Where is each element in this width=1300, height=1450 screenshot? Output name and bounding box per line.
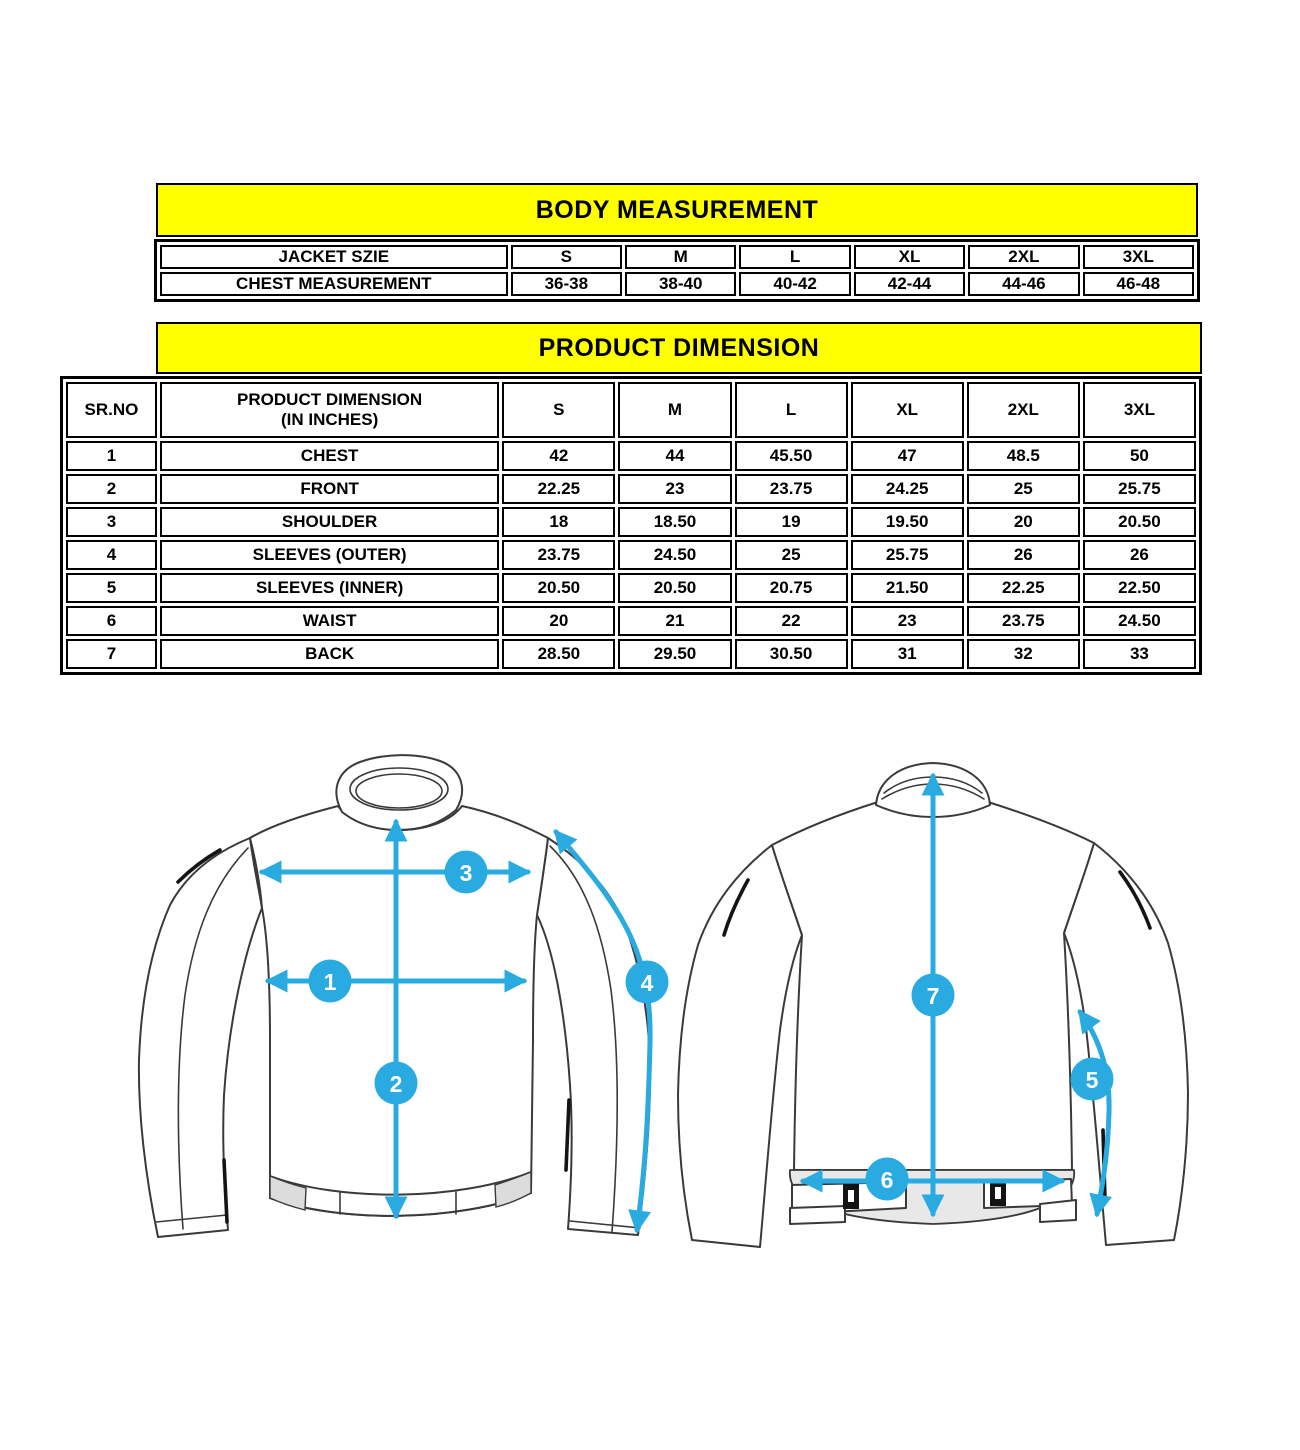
product-dimension-table bbox=[60, 376, 1202, 675]
size-value-cell: 23.75 bbox=[967, 606, 1080, 636]
size-value-cell: 44 bbox=[618, 441, 731, 471]
size-value-cell: 22.25 bbox=[967, 573, 1080, 603]
jacket-measurement-diagram bbox=[60, 730, 1250, 1390]
size-value-cell: 22 bbox=[735, 606, 848, 636]
size-value-cell: 19.50 bbox=[851, 507, 964, 537]
serial-number-cell: 2 bbox=[66, 474, 157, 504]
size-value-cell: 22.50 bbox=[1083, 573, 1196, 603]
row-label: FRONT bbox=[160, 474, 499, 504]
back-left-sleeve bbox=[678, 845, 802, 1247]
front-right-sleeve bbox=[537, 838, 650, 1235]
size-value-cell: 44-46 bbox=[968, 272, 1079, 296]
size-value-cell: 24.50 bbox=[1083, 606, 1196, 636]
column-header: M bbox=[618, 382, 731, 438]
size-value-cell: XL bbox=[854, 245, 965, 269]
size-value-cell: 24.50 bbox=[618, 540, 731, 570]
table-row bbox=[160, 245, 1194, 269]
measurement-badge-number: 4 bbox=[640, 970, 654, 996]
size-value-cell: 28.50 bbox=[502, 639, 615, 669]
row-label: CHEST bbox=[160, 441, 499, 471]
size-value-cell: 46-48 bbox=[1083, 272, 1194, 296]
size-value-cell: 25 bbox=[967, 474, 1080, 504]
row-label: SLEEVES (OUTER) bbox=[160, 540, 499, 570]
front-left-sleeve bbox=[139, 838, 262, 1237]
size-value-cell: 3XL bbox=[1083, 245, 1194, 269]
size-value-cell: 26 bbox=[967, 540, 1080, 570]
size-value-cell: 31 bbox=[851, 639, 964, 669]
size-value-cell: 36-38 bbox=[511, 272, 622, 296]
header-row bbox=[66, 382, 1196, 438]
size-value-cell: 23 bbox=[618, 474, 731, 504]
column-header: S bbox=[502, 382, 615, 438]
size-value-cell: 18.50 bbox=[618, 507, 731, 537]
back-right-sleeve bbox=[1064, 843, 1188, 1245]
back-left-strap-under bbox=[790, 1206, 845, 1224]
size-value-cell: S bbox=[511, 245, 622, 269]
size-value-cell: 21 bbox=[618, 606, 731, 636]
size-value-cell: 38-40 bbox=[625, 272, 736, 296]
size-value-cell: 25 bbox=[735, 540, 848, 570]
size-value-cell: 22.25 bbox=[502, 474, 615, 504]
column-header: L bbox=[735, 382, 848, 438]
size-value-cell: 42 bbox=[502, 441, 615, 471]
serial-number-cell: 7 bbox=[66, 639, 157, 669]
row-label: JACKET SZIE bbox=[160, 245, 508, 269]
size-value-cell: 19 bbox=[735, 507, 848, 537]
size-value-cell: 20.50 bbox=[502, 573, 615, 603]
size-value-cell: 20.50 bbox=[618, 573, 731, 603]
front-body bbox=[250, 806, 548, 1216]
measurement-badge-number: 3 bbox=[459, 860, 473, 886]
size-value-cell: 20.75 bbox=[735, 573, 848, 603]
size-value-cell: 29.50 bbox=[618, 639, 731, 669]
column-header: SR.NO bbox=[66, 382, 157, 438]
table-row bbox=[66, 639, 1196, 669]
table-row bbox=[66, 441, 1196, 471]
measurement-badge-number: 5 bbox=[1085, 1067, 1099, 1093]
measurement-badge-number: 6 bbox=[880, 1167, 894, 1193]
size-value-cell: 23 bbox=[851, 606, 964, 636]
serial-number-cell: 3 bbox=[66, 507, 157, 537]
size-value-cell: M bbox=[625, 245, 736, 269]
body-measurement-table bbox=[154, 239, 1200, 302]
size-value-cell: 32 bbox=[967, 639, 1080, 669]
size-value-cell: 45.50 bbox=[735, 441, 848, 471]
size-value-cell: 48.5 bbox=[967, 441, 1080, 471]
product-dimension-table-rows bbox=[66, 441, 1196, 669]
size-value-cell: 24.25 bbox=[851, 474, 964, 504]
column-header: 3XL bbox=[1083, 382, 1196, 438]
row-label: SLEEVES (INNER) bbox=[160, 573, 499, 603]
table-row bbox=[66, 540, 1196, 570]
size-value-cell: 18 bbox=[502, 507, 615, 537]
size-value-cell: 20.50 bbox=[1083, 507, 1196, 537]
table-row bbox=[160, 272, 1194, 296]
table-row bbox=[66, 573, 1196, 603]
size-value-cell: 30.50 bbox=[735, 639, 848, 669]
size-value-cell: 20 bbox=[967, 507, 1080, 537]
size-value-cell: 23.75 bbox=[502, 540, 615, 570]
size-value-cell: 25.75 bbox=[1083, 474, 1196, 504]
size-value-cell: 21.50 bbox=[851, 573, 964, 603]
row-label: WAIST bbox=[160, 606, 499, 636]
size-value-cell: 2XL bbox=[968, 245, 1079, 269]
serial-number-cell: 1 bbox=[66, 441, 157, 471]
measurement-badge-number: 7 bbox=[926, 983, 940, 1009]
size-value-cell: L bbox=[739, 245, 850, 269]
body-measurement-title: BODY MEASUREMENT bbox=[156, 183, 1198, 237]
measurement-badge-number: 2 bbox=[389, 1071, 403, 1097]
back-right-strap-under bbox=[1040, 1200, 1076, 1222]
size-value-cell: 26 bbox=[1083, 540, 1196, 570]
front-right-sleeve-accent bbox=[566, 1100, 569, 1170]
product-dimension-title: PRODUCT DIMENSION bbox=[156, 322, 1202, 374]
size-value-cell: 23.75 bbox=[735, 474, 848, 504]
size-value-cell: 40-42 bbox=[739, 272, 850, 296]
size-value-cell: 50 bbox=[1083, 441, 1196, 471]
row-label: BACK bbox=[160, 639, 499, 669]
serial-number-cell: 4 bbox=[66, 540, 157, 570]
column-header: XL bbox=[851, 382, 964, 438]
table-row bbox=[66, 606, 1196, 636]
table-row bbox=[66, 474, 1196, 504]
size-value-cell: 42-44 bbox=[854, 272, 965, 296]
front-collar bbox=[336, 755, 462, 830]
serial-number-cell: 6 bbox=[66, 606, 157, 636]
back-left-buckle-slot bbox=[848, 1190, 854, 1202]
row-label: CHEST MEASUREMENT bbox=[160, 272, 508, 296]
body-measurement-table-body bbox=[160, 245, 1194, 296]
table-row bbox=[66, 507, 1196, 537]
serial-number-cell: 5 bbox=[66, 573, 157, 603]
measurement-badge-number: 1 bbox=[323, 969, 337, 995]
row-label: SHOULDER bbox=[160, 507, 499, 537]
size-value-cell: 47 bbox=[851, 441, 964, 471]
product-dimension-table-head bbox=[66, 382, 1196, 438]
size-value-cell: 20 bbox=[502, 606, 615, 636]
size-value-cell: 33 bbox=[1083, 639, 1196, 669]
column-header: 2XL bbox=[967, 382, 1080, 438]
column-header: PRODUCT DIMENSION (IN INCHES) bbox=[160, 382, 499, 438]
size-value-cell: 25.75 bbox=[851, 540, 964, 570]
back-right-buckle-slot bbox=[995, 1187, 1001, 1199]
